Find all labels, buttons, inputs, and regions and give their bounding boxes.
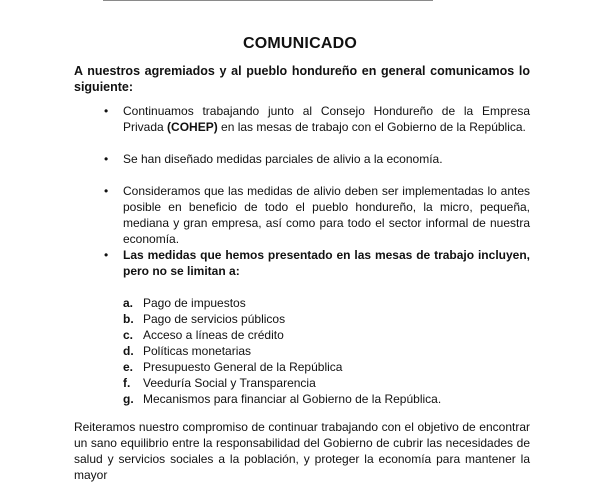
list-item: Políticas monetarias <box>143 344 252 358</box>
list-letter: g. <box>123 392 134 406</box>
bullet-icon: • <box>104 104 109 118</box>
bullet-text-after: en las mesas de trabajo con el Gobierno de la República. <box>217 120 526 134</box>
list-letter: f. <box>123 376 131 390</box>
bullet-item-medidas-presentadas: Las medidas que hemos presentado en las mesas de trabajo incluyen, pero no se limitan a: <box>123 248 530 278</box>
bullet-item-consideramos: Consideramos que las medidas de alivio deben ser implementadas lo antes posible en beneficio de todo el pueblo hondureño, la micro, pequeña, mediana y gran empresa, así como para todo el sector informal de nuestra economía. <box>123 184 530 246</box>
list-item: Pago de impuestos <box>143 296 246 310</box>
list-letter: a. <box>123 296 134 310</box>
list-letter: d. <box>123 344 134 358</box>
bullet-text-before: Continuamos trabajando junto al Consejo Hondureño de la Empresa Privada <box>123 104 530 134</box>
bullet-icon: • <box>104 248 109 262</box>
list-item: Mecanismos para financiar al Gobierno de la República. <box>143 392 442 406</box>
list-letter: c. <box>123 328 134 342</box>
list-item: Acceso a líneas de crédito <box>143 328 284 342</box>
top-divider <box>103 0 433 1</box>
list-item: Veeduría Social y Transparencia <box>143 376 316 390</box>
bullet-text-bold: (COHEP) <box>167 120 218 134</box>
bullet-icon: • <box>104 184 109 198</box>
bullet-item-medidas-parciales: Se han diseñado medidas parciales de alivio a la economía. <box>123 152 443 166</box>
document-title: COMUNICADO <box>243 35 357 52</box>
bullet-item-cohep <box>123 103 530 135</box>
list-letter: e. <box>123 360 134 374</box>
list-item: Presupuesto General de la República <box>143 360 343 374</box>
list-item: Pago de servicios públicos <box>143 312 286 326</box>
intro-paragraph: A nuestros agremiados y al pueblo hondureño en general comunicamos lo siguiente: <box>74 64 530 94</box>
list-letter: b. <box>123 312 134 326</box>
closing-paragraph: Reiteramos nuestro compromiso de continuar trabajando con el objetivo de encontrar un sano equilibrio entre la responsabilidad del Gobierno de cubrir las necesidades de salud y servicios sociales a la población, y proteger la economía para mantener la mayor <box>74 420 530 482</box>
bullet-icon: • <box>104 152 109 166</box>
